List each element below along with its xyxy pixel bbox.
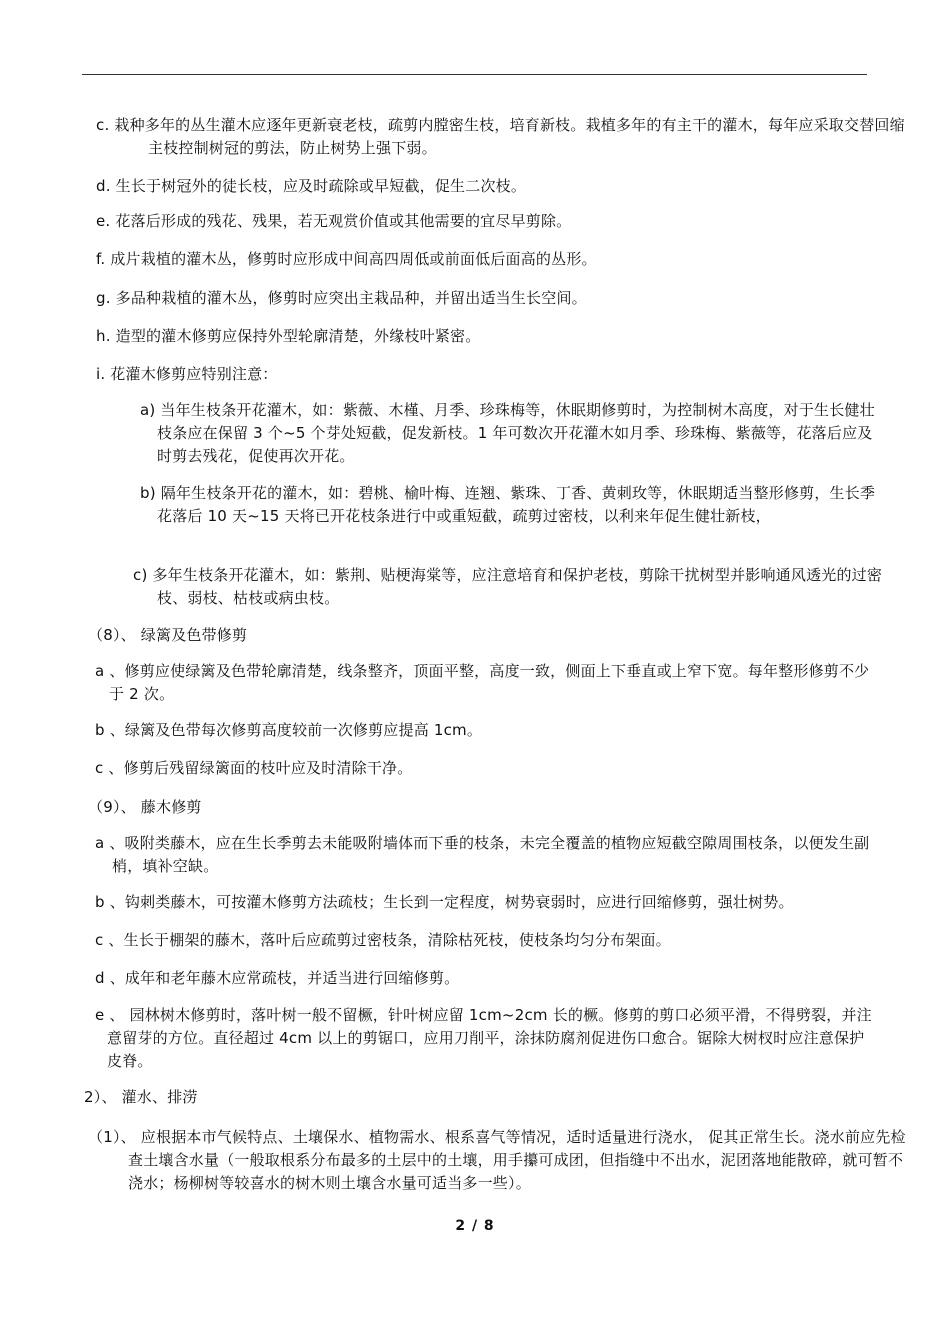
subitem-a-current-year-flowering: a) 当年生枝条开花灌木，如：紫薇、木槿、月季、珍珠梅等，休眠期修剪时，为控制树木高度，对于生长健壮枝条应在保留 3 个~5 个芽处短截，促发新枝。1 年可数次开花灌木如月季、珍珠梅、紫薇等，花落后应及时剪去残花，促使再次开花。 — [140, 401, 875, 465]
vine-item-e: e 、 园林树木修剪时，落叶树一般不留橛，针叶树应留 1cm~2cm 长的橛。修剪的剪口必须平滑，不得劈裂，并注意留芽的方位。直径超过 4cm 以上的剪锯口，应用刀削平，涂抹防腐剂促进伤口愈合。锯除大树杈时应注意保护皮脊。 — [95, 1006, 872, 1070]
vine-item-d: d 、成年和老年藤木应常疏枝，并适当进行回缩修剪。 — [95, 969, 460, 987]
heading-hedge-trimming: （8）、 绿篱及色带修剪 — [88, 626, 248, 644]
paragraph-e-spent-flowers: e. 花落后形成的残花、残果，若无观赏价值或其他需要的宜尽早剪除。 — [96, 212, 572, 230]
paragraph-c-shrub-renewal: c. 栽种多年的丛生灌木应逐年更新衰老枝，疏剪内膛密生枝，培育新枝。栽植多年的有主干的灌木，每年应采取交替回缩主枝控制树冠的剪法，防止树势上强下弱。 — [96, 116, 905, 157]
heading-irrigation-drainage: 2）、 灌水、排涝 — [84, 1088, 198, 1106]
paragraph-d-water-sprouts: d. 生长于树冠外的徒长枝，应及时疏除或早短截，促生二次枝。 — [96, 177, 527, 195]
page-number: 2 / 8 — [455, 1218, 495, 1234]
paragraph-f-massed-shrubs: f. 成片栽植的灌木丛，修剪时应形成中间高四周低或前面低后面高的丛形。 — [96, 250, 597, 268]
vine-item-b: b 、钩刺类藤木，可按灌木修剪方法疏枝；生长到一定程度，树势衰弱时，应进行回缩修剪，强壮树势。 — [95, 893, 794, 911]
vine-item-a: a 、吸附类藤木，应在生长季剪去未能吸附墙体而下垂的枝条，未完全覆盖的植物应短截空隙周围枝条，以便发生副梢，填补空缺。 — [95, 834, 870, 875]
paragraph-i-flowering-shrubs: i. 花灌木修剪应特别注意： — [96, 365, 278, 383]
hedge-item-a: a 、修剪应使绿篱及色带轮廓清楚，线条整齐，顶面平整，高度一致，侧面上下垂直或上窄下宽。每年整形修剪不少于 2 次。 — [95, 662, 870, 703]
hedge-item-b: b 、绿篱及色带每次修剪高度较前一次修剪应提高 1cm。 — [95, 721, 483, 739]
subitem-b-previous-year-flowering: b) 隔年生枝条开花的灌木，如：碧桃、榆叶梅、连翘、紫珠、丁香、黄刺玫等，休眠期适当整形修剪，生长季花落后 10 天~15 天将已开花枝条进行中或重短截，疏剪过密枝，以利来年促生健壮新枝， — [140, 484, 876, 525]
paragraph-g-multi-variety: g. 多品种栽植的灌木丛，修剪时应突出主栽品种，并留出适当生长空间。 — [96, 289, 587, 307]
subitem-c-perennial-flowering: c) 多年生枝条开花灌木，如：紫荆、贴梗海棠等，应注意培育和保护老枝，剪除干扰树型并影响通风透光的过密枝、弱枝、枯枝或病虫枝。 — [133, 566, 883, 607]
hedge-item-c: c 、修剪后残留绿篱面的枝叶应及时清除干净。 — [95, 759, 413, 777]
irrigation-item-1: （1）、 应根据本市气候特点、土壤保水、植物需水、根系喜气等情况，适时适量进行浇水， 促其正常生长。浇水前应先检查土壤含水量（一般取根系分布最多的土层中的土壤，用手攥可成团，但指缝中不出水，泥团落地能散碎，就可暂不浇水；杨柳树等较喜水的树木则土壤含水量可适当多一些）。 — [88, 1128, 906, 1192]
header-rule — [82, 74, 867, 75]
heading-vine-pruning: （9）、 藤木修剪 — [88, 798, 202, 816]
paragraph-h-topiary: h. 造型的灌木修剪应保持外型轮廓清楚，外缘枝叶紧密。 — [96, 327, 481, 345]
vine-item-c: c 、生长于棚架的藤木，落叶后应疏剪过密枝条，清除枯死枝，使枝条均匀分布架面。 — [95, 931, 671, 949]
